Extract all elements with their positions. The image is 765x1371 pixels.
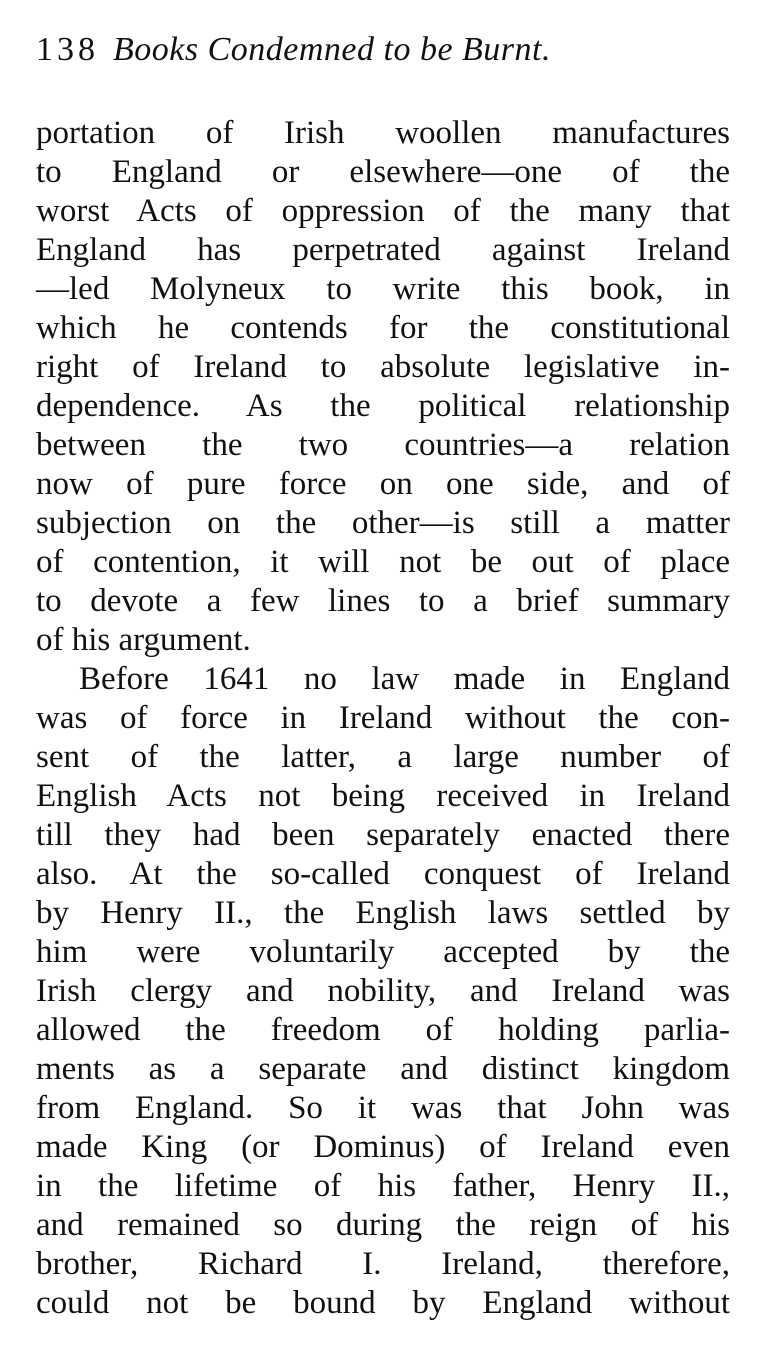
text-line: by Henry II., the English laws settled by <box>36 895 730 931</box>
text-line: was of force in Ireland without the con- <box>36 700 730 736</box>
text-line: him were voluntarily accepted by the <box>36 934 730 970</box>
text-line: ments as a separate and distinct kingdom <box>36 1051 730 1087</box>
text-line: portation of Irish woollen manufactures <box>36 115 730 151</box>
text-line: which he contends for the constitutional <box>36 310 730 346</box>
text-line: made King (or Dominus) of Ireland even <box>36 1129 730 1165</box>
text-line: between the two countries—a relation <box>36 427 730 463</box>
text-line: allowed the freedom of holding parlia- <box>36 1012 730 1048</box>
text-line: —led Molyneux to write this book, in <box>36 271 730 307</box>
text-line: dependence. As the political relationship <box>36 388 730 424</box>
text-line: Irish clergy and nobility, and Ireland was <box>36 973 730 1009</box>
header-spacing <box>36 76 730 114</box>
text-line: in the lifetime of his father, Henry II., <box>36 1168 730 1204</box>
text-line: now of pure force on one side, and of <box>36 466 730 502</box>
text-line: till they had been separately enacted there <box>36 817 730 853</box>
text-line: from England. So it was that John was <box>36 1090 730 1126</box>
text-line: sent of the latter, a large number of <box>36 739 730 775</box>
text-line: right of Ireland to absolute legislative in- <box>36 349 730 385</box>
text-line: and remained so during the reign of his <box>36 1207 730 1243</box>
running-head <box>36 24 730 76</box>
text-line: could not be bound by England without <box>36 1285 730 1321</box>
book-page <box>36 24 730 1323</box>
text-line: to devote a few lines to a brief summary <box>36 583 730 619</box>
running-title: Books Condemned to be Burnt. <box>113 31 551 68</box>
page-number: 138 <box>36 31 99 68</box>
body-text <box>36 114 730 1323</box>
paragraph-first-line: Before 1641 no law made in England <box>79 661 730 697</box>
text-line: brother, Richard I. Ireland, therefore, <box>36 1246 730 1282</box>
text-line: subjection on the other—is still a matter <box>36 505 730 541</box>
text-line: English Acts not being received in Ireland <box>36 778 730 814</box>
text-line: to England or elsewhere—one of the <box>36 154 730 190</box>
text-line: of his argument. <box>36 622 251 658</box>
text-line: of contention, it will not be out of place <box>36 544 730 580</box>
text-line: also. At the so-called conquest of Ireland <box>36 856 730 892</box>
text-line: worst Acts of oppression of the many that <box>36 193 730 229</box>
text-line: England has perpetrated against Ireland <box>36 232 730 268</box>
